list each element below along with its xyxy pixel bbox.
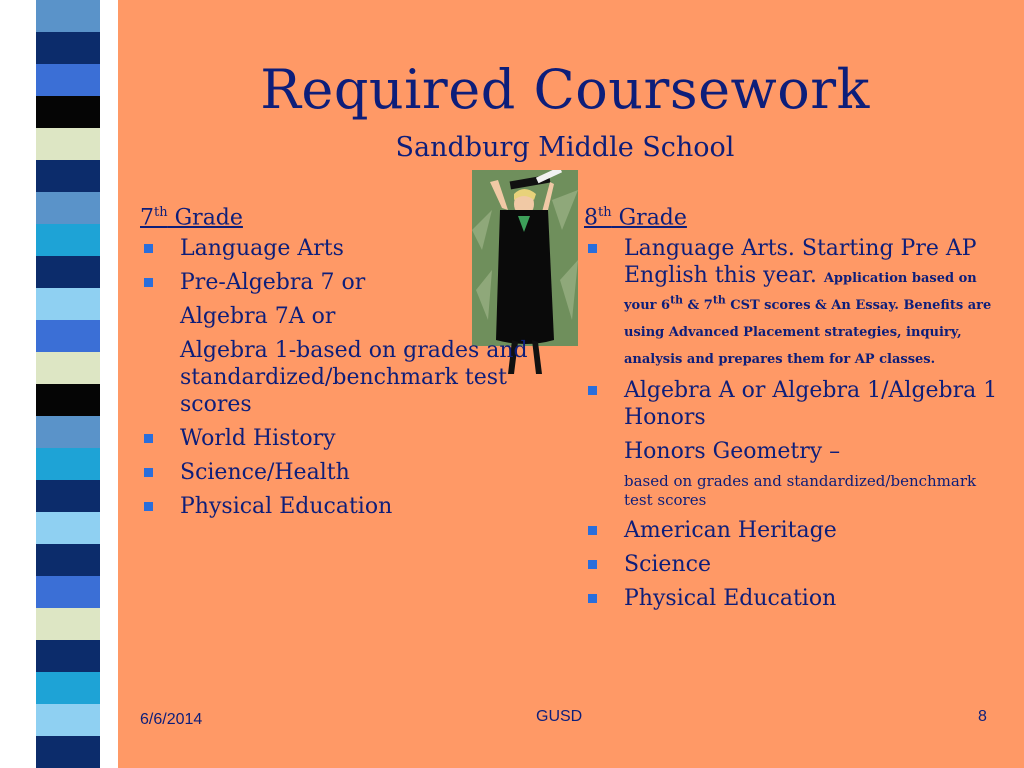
slide-title: Required Coursework bbox=[260, 58, 870, 121]
note-text: & 7 bbox=[682, 298, 713, 314]
stripe-segment bbox=[36, 320, 100, 352]
stripe-segment bbox=[36, 64, 100, 96]
stripe-segment bbox=[36, 608, 100, 640]
decorative-stripe-bar bbox=[0, 0, 118, 768]
eighth-grade-column bbox=[584, 196, 1004, 619]
stripe-segment bbox=[36, 32, 100, 64]
list-item: Physical Education bbox=[140, 493, 560, 520]
stripe-segment bbox=[36, 384, 100, 416]
eighth-grade-list bbox=[584, 235, 1004, 612]
stripe-segment bbox=[36, 544, 100, 576]
footer-date: 6/6/2014 bbox=[140, 711, 203, 728]
heading-number: 8 bbox=[584, 205, 598, 231]
note-text: CST scores & An Essay. Benefits are using Advanced Placement strategies, inquiry, analysis and prepares them for AP classes. bbox=[624, 298, 992, 368]
heading-label: Grade bbox=[167, 205, 243, 231]
stripe-segment bbox=[36, 640, 100, 672]
stripe-segment bbox=[36, 96, 100, 128]
list-item bbox=[584, 472, 1004, 510]
seventh-grade-heading bbox=[140, 196, 560, 235]
stripe-segment bbox=[36, 448, 100, 480]
list-item: Algebra A or Algebra 1/Algebra 1 Honors bbox=[584, 377, 1004, 431]
stripe-segment bbox=[36, 480, 100, 512]
eighth-grade-heading bbox=[584, 196, 1004, 235]
stripe-segment bbox=[36, 160, 100, 192]
heading-superscript: th bbox=[598, 205, 612, 220]
stripe-frame-right bbox=[100, 0, 118, 768]
seventh-grade-list bbox=[140, 235, 560, 520]
list-item-text: based on grades and standardized/benchmark test scores bbox=[624, 472, 977, 510]
note-text: Application based on your 6 bbox=[624, 271, 977, 314]
stripe-segment bbox=[36, 736, 100, 768]
list-item: Algebra 7A or bbox=[180, 304, 336, 330]
stripe-segment bbox=[36, 192, 100, 224]
stripe-segment bbox=[36, 416, 100, 448]
note-superscript: th bbox=[670, 294, 683, 307]
heading-superscript: th bbox=[154, 205, 168, 220]
stripe-segment bbox=[36, 128, 100, 160]
stripe-segment bbox=[36, 256, 100, 288]
list-item-text: Language Arts. Starting Pre AP English this year. bbox=[624, 236, 977, 289]
stripe-segment bbox=[36, 288, 100, 320]
list-item: Pre-Algebra 7 or bbox=[140, 269, 560, 296]
list-item: Physical Education bbox=[584, 585, 1004, 612]
list-item: Algebra 1-based on grades and standardized/benchmark test scores bbox=[180, 338, 528, 418]
stripe-segment bbox=[36, 704, 100, 736]
heading-number: 7 bbox=[140, 205, 154, 231]
seventh-grade-column bbox=[140, 196, 560, 527]
list-item: Science/Health bbox=[140, 459, 560, 486]
list-item: Language Arts bbox=[140, 235, 560, 262]
footer-org: GUSD bbox=[536, 708, 583, 725]
stripe-segment bbox=[36, 352, 100, 384]
stripe-segment bbox=[36, 512, 100, 544]
heading-label: Grade bbox=[611, 205, 687, 231]
footer-page-number: 8 bbox=[978, 708, 987, 725]
stripe-frame-left bbox=[0, 0, 36, 768]
list-item bbox=[584, 235, 1004, 370]
list-item: World History bbox=[140, 425, 560, 452]
list-item: Honors Geometry – bbox=[624, 439, 841, 465]
stripe-segment bbox=[36, 224, 100, 256]
stripe-segment bbox=[36, 672, 100, 704]
stripe-column bbox=[36, 0, 100, 768]
stripe-segment bbox=[36, 0, 100, 32]
stripe-segment bbox=[36, 576, 100, 608]
note-superscript: th bbox=[712, 294, 726, 307]
slide-subtitle: Sandburg Middle School bbox=[395, 132, 735, 163]
list-item: American Heritage bbox=[584, 517, 1004, 544]
list-item: Science bbox=[584, 551, 1004, 578]
